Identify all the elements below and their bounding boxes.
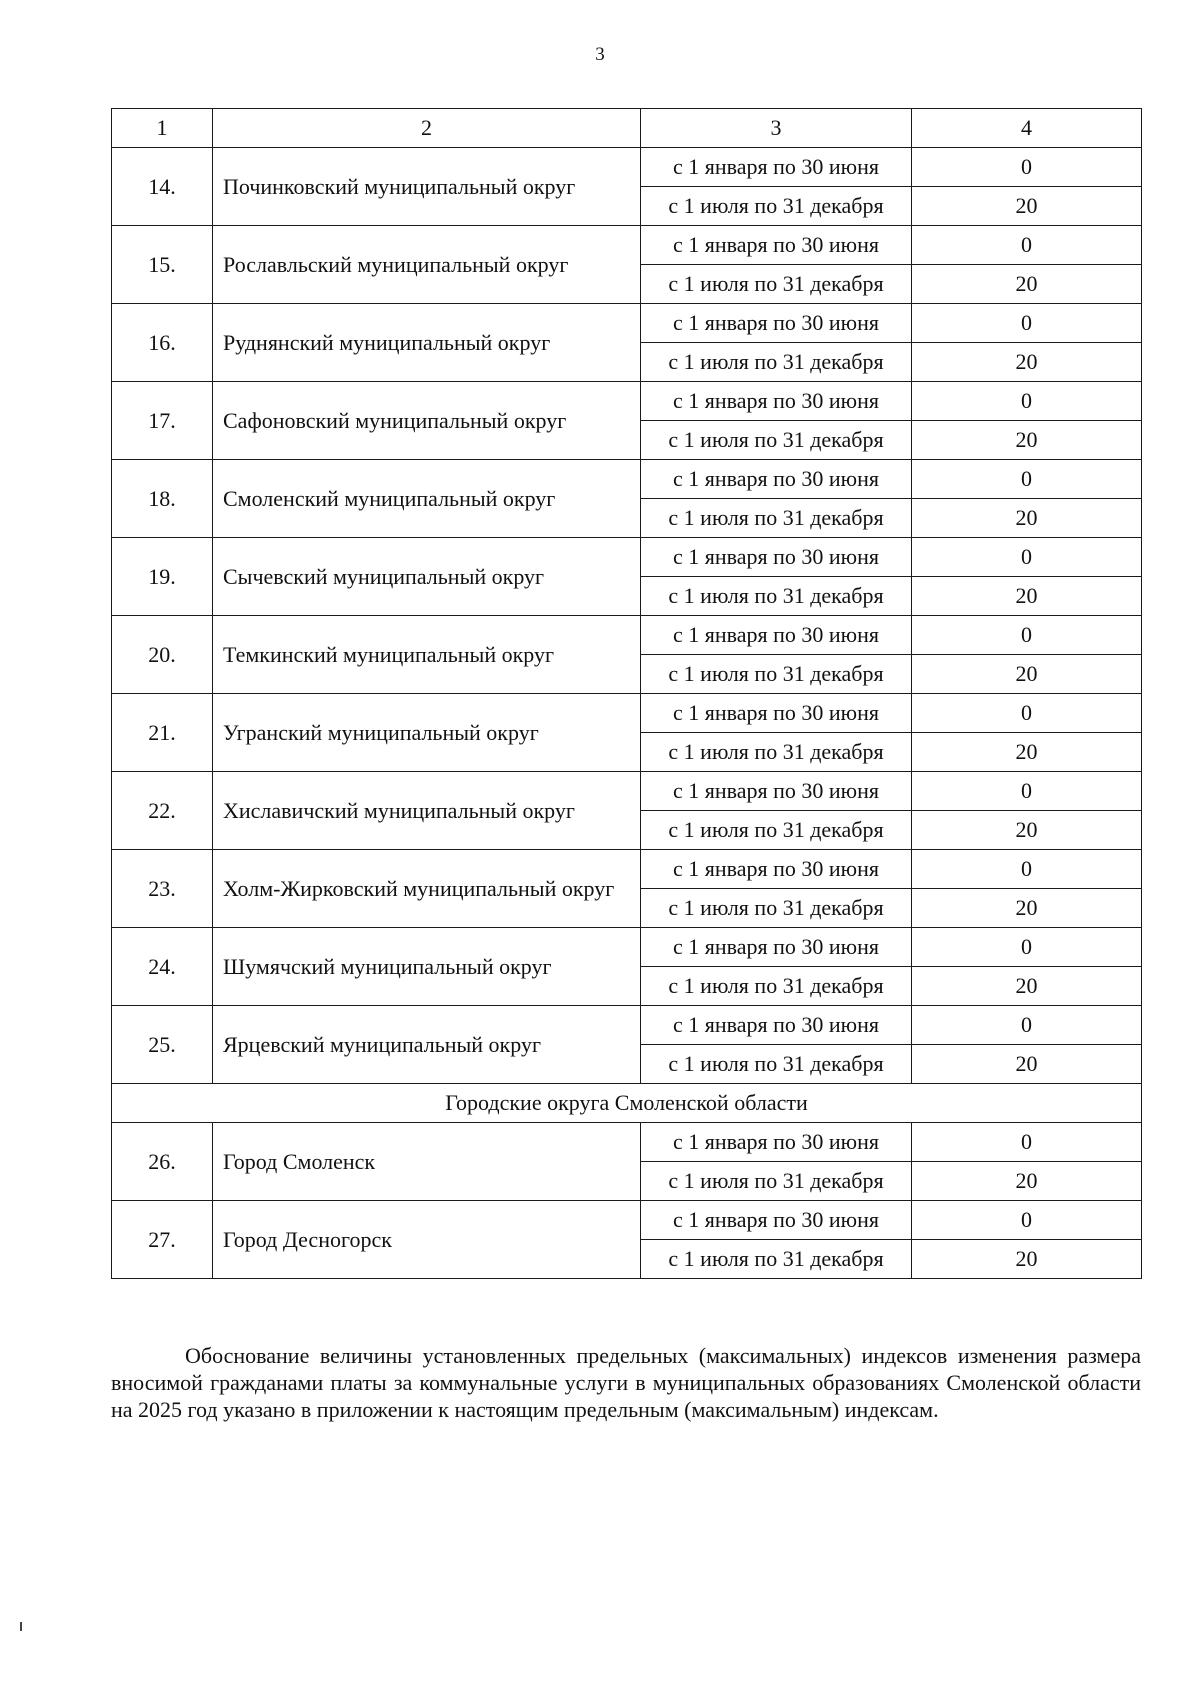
- row-number: 19.: [112, 538, 213, 616]
- table-row: [112, 460, 1142, 499]
- municipality-name: Угранский муниципальный округ: [213, 694, 641, 772]
- header-col-2: 2: [213, 109, 641, 148]
- municipality-name: Город Десногорск: [213, 1201, 641, 1279]
- index-value-first-half: 0: [912, 538, 1142, 577]
- indices-table: [111, 108, 1142, 1279]
- row-number: 23.: [112, 850, 213, 928]
- index-value-second-half: 20: [912, 577, 1142, 616]
- period-second-half: с 1 июля по 31 декабря: [641, 187, 912, 226]
- municipality-name: Сафоновский муниципальный округ: [213, 382, 641, 460]
- period-first-half: с 1 января по 30 июня: [641, 694, 912, 733]
- index-value-second-half: 20: [912, 811, 1142, 850]
- header-col-3: 3: [641, 109, 912, 148]
- period-first-half: с 1 января по 30 июня: [641, 304, 912, 343]
- period-first-half: с 1 января по 30 июня: [641, 382, 912, 421]
- index-value-second-half: 20: [912, 889, 1142, 928]
- municipality-name: Темкинский муниципальный округ: [213, 616, 641, 694]
- index-value-first-half: 0: [912, 850, 1142, 889]
- period-second-half: с 1 июля по 31 декабря: [641, 577, 912, 616]
- section-title: Городские округа Смоленской области: [112, 1084, 1142, 1123]
- table-row: [112, 928, 1142, 967]
- period-first-half: с 1 января по 30 июня: [641, 1201, 912, 1240]
- index-value-first-half: 0: [912, 460, 1142, 499]
- period-first-half: с 1 января по 30 июня: [641, 148, 912, 187]
- municipality-name: Руднянский муниципальный округ: [213, 304, 641, 382]
- table-row: [112, 382, 1142, 421]
- row-number: 27.: [112, 1201, 213, 1279]
- table-row: [112, 538, 1142, 577]
- table-row: [112, 1201, 1142, 1240]
- justification-paragraph: Обоснование величины установленных предельных (максимальных) индексов изменения размера вносимой гражданами платы за коммунальные услуги в муниципальных образованиях Смоленской области на 2025 год указано в приложении к настоящим предельным (максимальным) индексам.: [111, 1343, 1141, 1422]
- period-second-half: с 1 июля по 31 декабря: [641, 811, 912, 850]
- index-value-second-half: 20: [912, 1240, 1142, 1279]
- period-second-half: с 1 июля по 31 декабря: [641, 733, 912, 772]
- page-number: 3: [595, 44, 605, 65]
- index-value-second-half: 20: [912, 1045, 1142, 1084]
- municipality-name: Починковский муниципальный округ: [213, 148, 641, 226]
- period-first-half: с 1 января по 30 июня: [641, 616, 912, 655]
- index-value-first-half: 0: [912, 1201, 1142, 1240]
- table-row: [112, 850, 1142, 889]
- period-second-half: с 1 июля по 31 декабря: [641, 265, 912, 304]
- index-value-first-half: 0: [912, 694, 1142, 733]
- table-row: [112, 694, 1142, 733]
- municipality-name: Сычевский муниципальный округ: [213, 538, 641, 616]
- scan-artifact: [20, 1622, 22, 1631]
- table-row: [112, 226, 1142, 265]
- period-second-half: с 1 июля по 31 декабря: [641, 421, 912, 460]
- period-first-half: с 1 января по 30 июня: [641, 538, 912, 577]
- period-second-half: с 1 июля по 31 декабря: [641, 343, 912, 382]
- index-value-first-half: 0: [912, 1006, 1142, 1045]
- period-first-half: с 1 января по 30 июня: [641, 460, 912, 499]
- table-row: [112, 304, 1142, 343]
- row-number: 14.: [112, 148, 213, 226]
- header-col-4: 4: [912, 109, 1142, 148]
- index-value-first-half: 0: [912, 928, 1142, 967]
- table-row: [112, 772, 1142, 811]
- municipality-name: Город Смоленск: [213, 1123, 641, 1201]
- row-number: 25.: [112, 1006, 213, 1084]
- header-col-1: 1: [112, 109, 213, 148]
- row-number: 22.: [112, 772, 213, 850]
- index-value-second-half: 20: [912, 1162, 1142, 1201]
- index-value-first-half: 0: [912, 148, 1142, 187]
- index-value-second-half: 20: [912, 187, 1142, 226]
- index-value-first-half: 0: [912, 772, 1142, 811]
- table-row: [112, 148, 1142, 187]
- table-row: [112, 1006, 1142, 1045]
- row-number: 20.: [112, 616, 213, 694]
- row-number: 24.: [112, 928, 213, 1006]
- period-second-half: с 1 июля по 31 декабря: [641, 1045, 912, 1084]
- period-second-half: с 1 июля по 31 декабря: [641, 499, 912, 538]
- row-number: 21.: [112, 694, 213, 772]
- period-second-half: с 1 июля по 31 декабря: [641, 889, 912, 928]
- row-number: 26.: [112, 1123, 213, 1201]
- period-second-half: с 1 июля по 31 декабря: [641, 1162, 912, 1201]
- table-row: [112, 1123, 1142, 1162]
- index-value-second-half: 20: [912, 655, 1142, 694]
- period-first-half: с 1 января по 30 июня: [641, 226, 912, 265]
- period-first-half: с 1 января по 30 июня: [641, 772, 912, 811]
- period-first-half: с 1 января по 30 июня: [641, 1006, 912, 1045]
- municipality-name: Хиславичский муниципальный округ: [213, 772, 641, 850]
- row-number: 18.: [112, 460, 213, 538]
- index-value-second-half: 20: [912, 343, 1142, 382]
- municipality-name: Холм-Жирковский муниципальный округ: [213, 850, 641, 928]
- municipality-name: Смоленский муниципальный округ: [213, 460, 641, 538]
- index-value-first-half: 0: [912, 382, 1142, 421]
- period-second-half: с 1 июля по 31 декабря: [641, 1240, 912, 1279]
- period-first-half: с 1 января по 30 июня: [641, 1123, 912, 1162]
- index-value-second-half: 20: [912, 421, 1142, 460]
- index-value-first-half: 0: [912, 616, 1142, 655]
- table-header-row: [112, 109, 1142, 148]
- row-number: 16.: [112, 304, 213, 382]
- row-number: 15.: [112, 226, 213, 304]
- index-value-second-half: 20: [912, 265, 1142, 304]
- index-value-second-half: 20: [912, 967, 1142, 1006]
- municipality-name: Рославльский муниципальный округ: [213, 226, 641, 304]
- municipality-name: Шумячский муниципальный округ: [213, 928, 641, 1006]
- index-value-first-half: 0: [912, 1123, 1142, 1162]
- period-second-half: с 1 июля по 31 декабря: [641, 655, 912, 694]
- municipality-name: Ярцевский муниципальный округ: [213, 1006, 641, 1084]
- row-number: 17.: [112, 382, 213, 460]
- index-value-second-half: 20: [912, 733, 1142, 772]
- index-value-second-half: 20: [912, 499, 1142, 538]
- period-first-half: с 1 января по 30 июня: [641, 928, 912, 967]
- period-first-half: с 1 января по 30 июня: [641, 850, 912, 889]
- index-value-first-half: 0: [912, 304, 1142, 343]
- section-header-row: [112, 1084, 1142, 1123]
- index-value-first-half: 0: [912, 226, 1142, 265]
- table-row: [112, 616, 1142, 655]
- period-second-half: с 1 июля по 31 декабря: [641, 967, 912, 1006]
